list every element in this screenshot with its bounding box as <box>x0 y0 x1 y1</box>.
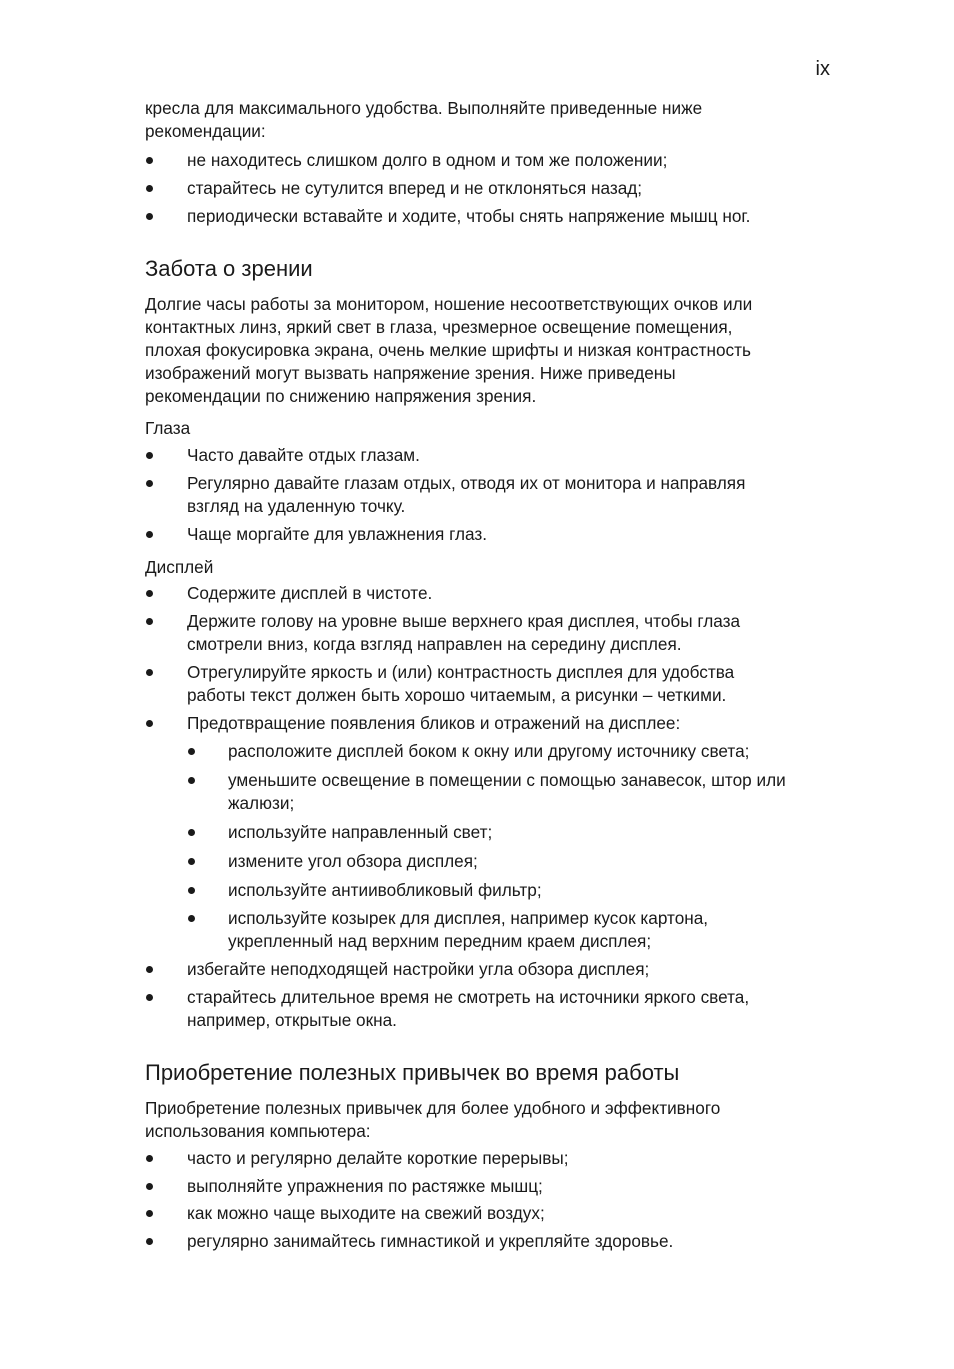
bullet-icon <box>146 590 153 597</box>
bullet-icon <box>146 966 153 973</box>
sub-list-item: измените угол обзора дисплея; <box>228 851 478 871</box>
bullet-icon <box>188 858 195 865</box>
list-item-continuation: взгляд на удаленную точку. <box>187 496 406 516</box>
paragraph-line: Долгие часы работы за монитором, ношение несоответствующих очков или <box>145 294 753 314</box>
bullet-icon <box>146 669 153 676</box>
sub-list-item: используйте антиивобликовый фильтр; <box>228 880 542 900</box>
list-item: периодически вставайте и ходите, чтобы снять напряжение мышц ног. <box>187 206 751 226</box>
sub-list-item-continuation: укрепленный над верхним передним краем дисплея; <box>228 931 652 951</box>
section-heading: Приобретение полезных привычек во время работы <box>145 1060 680 1085</box>
paragraph-line: плохая фокусировка экрана, очень мелкие шрифты и низкая контрастность <box>145 340 751 360</box>
list-item: Держите голову на уровне выше верхнего края дисплея, чтобы глаза <box>187 611 741 631</box>
sub-list-item: используйте направленный свет; <box>228 822 493 842</box>
list-item: старайтесь не сутулится вперед и не отклоняться назад; <box>187 178 643 198</box>
bullet-icon <box>188 829 195 836</box>
bullet-icon <box>146 720 153 727</box>
bullet-icon <box>146 1238 153 1245</box>
page-number: ix <box>815 58 830 80</box>
bullet-icon <box>188 915 195 922</box>
list-item: не находитесь слишком долго в одном и том же положении; <box>187 150 668 170</box>
bullet-icon <box>146 618 153 625</box>
bullet-icon <box>188 887 195 894</box>
intro-line: рекомендации: <box>145 121 266 141</box>
bullet-icon <box>146 185 153 192</box>
list-item: Чаще моргайте для увлажнения глаз. <box>187 524 488 544</box>
list-item: часто и регулярно делайте короткие перерывы; <box>187 1148 569 1168</box>
list-item-continuation: например, открытые окна. <box>187 1010 397 1030</box>
list-item: Содержите дисплей в чистоте. <box>187 583 433 603</box>
bullet-icon <box>146 480 153 487</box>
paragraph-line: изображений могут вызвать напряжение зрения. Ниже приведены <box>145 363 676 383</box>
intro-line: кресла для максимального удобства. Выполняйте приведенные ниже <box>145 98 703 118</box>
list-item: выполняйте упражнения по растяжке мышц; <box>187 1176 543 1196</box>
subsection-label: Глаза <box>145 418 191 438</box>
paragraph-line: рекомендации по снижению напряжения зрения. <box>145 386 537 406</box>
list-item-continuation: работы текст должен быть хорошо читаемым, а рисунки – четкими. <box>187 685 727 705</box>
paragraph-line: контактных линз, яркий свет в глаза, чрезмерное освещение помещения, <box>145 317 733 337</box>
bullet-icon <box>146 1155 153 1162</box>
bullet-icon <box>146 213 153 220</box>
bullet-icon <box>146 157 153 164</box>
bullet-icon <box>146 994 153 1001</box>
bullet-icon <box>146 452 153 459</box>
bullet-icon <box>188 748 195 755</box>
list-item: Предотвращение появления бликов и отражений на дисплее: <box>187 713 681 733</box>
sub-list-item: расположите дисплей боком к окну или другому источнику света; <box>228 741 750 761</box>
sub-list-item-continuation: жалюзи; <box>228 793 295 813</box>
sub-list-item: уменьшите освещение в помещении с помощью занавесок, штор или <box>228 770 786 790</box>
list-item: Отрегулируйте яркость и (или) контрастность дисплея для удобства <box>187 662 735 682</box>
bullet-icon <box>188 777 195 784</box>
list-item-continuation: смотрели вниз, когда взгляд направлен на середину дисплея. <box>187 634 682 654</box>
paragraph-line: использования компьютера: <box>145 1121 371 1141</box>
sub-list-item: используйте козырек для дисплея, например кусок картона, <box>228 908 709 928</box>
bullet-icon <box>146 1183 153 1190</box>
list-item: регулярно занимайтесь гимнастикой и укрепляйте здоровье. <box>187 1231 674 1251</box>
list-item: избегайте неподходящей настройки угла обзора дисплея; <box>187 959 650 979</box>
subsection-label: Дисплей <box>145 557 214 577</box>
list-item: Часто давайте отдых глазам. <box>187 445 420 465</box>
list-item: как можно чаще выходите на свежий воздух; <box>187 1203 545 1223</box>
section-heading: Забота о зрении <box>145 256 313 281</box>
bullet-icon <box>146 531 153 538</box>
list-item: старайтесь длительное время не смотреть на источники яркого света, <box>187 987 750 1007</box>
list-item: Регулярно давайте глазам отдых, отводя их от монитора и направляя <box>187 473 746 493</box>
bullet-icon <box>146 1210 153 1217</box>
paragraph-line: Приобретение полезных привычек для более удобного и эффективного <box>145 1098 721 1118</box>
